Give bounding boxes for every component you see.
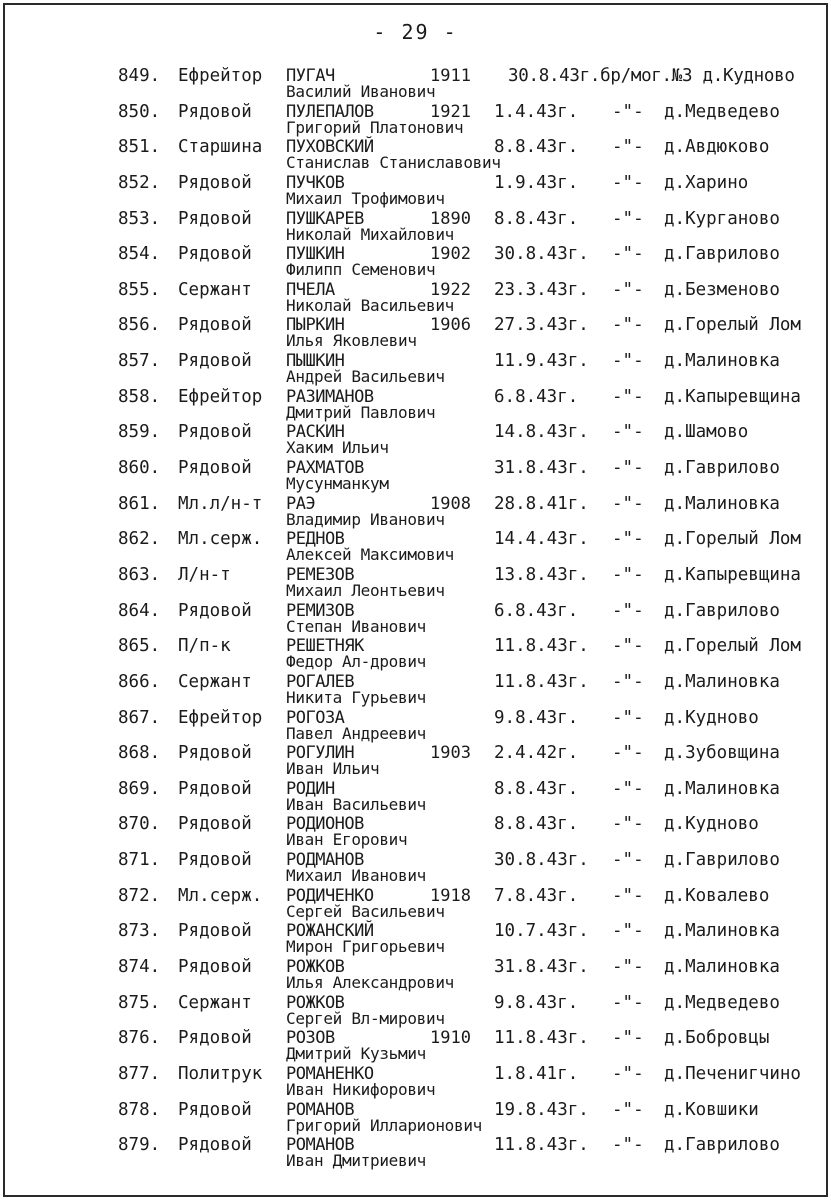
record-row bbox=[0, 844, 831, 886]
record-death-date: 31.8.43г. bbox=[494, 957, 589, 978]
record-burial-ditto: -"- bbox=[612, 244, 644, 265]
record-burial-ditto: -"- bbox=[612, 850, 644, 871]
record-surname: РОДИОНОВ bbox=[286, 814, 364, 835]
record-given-names: Григорий Платонович bbox=[286, 117, 464, 137]
record-number: 878. bbox=[118, 1099, 161, 1120]
record-row bbox=[0, 488, 831, 529]
record-birth-year: 1890 bbox=[430, 208, 471, 229]
record-death-date: 9.8.43г. bbox=[494, 707, 579, 728]
record-death-date: 11.8.43г. bbox=[494, 1135, 589, 1156]
record-given-names: Григорий Илларионович bbox=[286, 1115, 482, 1135]
record-village: д.Бобровцы bbox=[664, 1028, 770, 1049]
record-birth-year: 1911 bbox=[430, 66, 471, 86]
record-row bbox=[0, 1022, 831, 1064]
record-birth-year: 1918 bbox=[430, 885, 471, 906]
record-burial-ditto: -"- bbox=[612, 422, 644, 443]
record-row bbox=[0, 987, 831, 1028]
record-number: 850. bbox=[118, 101, 161, 122]
record-village: д.Малиновка bbox=[664, 671, 780, 692]
record-surname: ПЫШКИН bbox=[286, 351, 345, 372]
record-death-date: 8.8.43г. bbox=[494, 814, 579, 835]
record-number: 862. bbox=[118, 529, 161, 550]
record-number: 873. bbox=[118, 921, 161, 942]
record-death-date: 31.8.43г. bbox=[494, 458, 589, 479]
record-death-date: 14.8.43г. bbox=[494, 422, 589, 443]
record-rank: Рядовой bbox=[178, 743, 252, 764]
record-number: 879. bbox=[118, 1135, 161, 1156]
record-death-date: 23.3.43г. bbox=[494, 279, 589, 300]
record-given-names: Иван Никифорович bbox=[286, 1079, 436, 1099]
record-village: д.Малиновка bbox=[664, 493, 780, 514]
record-birth-year: 1902 bbox=[430, 244, 471, 265]
record-given-names: Сергей Васильевич bbox=[286, 901, 445, 921]
record-rank: Ефрейтор bbox=[178, 707, 263, 728]
record-burial-ditto: -"- bbox=[612, 493, 644, 514]
record-surname: ПУХОВСКИЙ bbox=[286, 137, 374, 158]
record-village: д.Гаврилово bbox=[664, 600, 780, 621]
record-village: д.Ковшики bbox=[664, 1099, 759, 1120]
record-village: д.Харино bbox=[664, 172, 749, 193]
record-village: д.Безменово bbox=[664, 279, 780, 300]
record-burial-ditto: -"- bbox=[612, 351, 644, 372]
record-village: д.Гаврилово bbox=[664, 458, 780, 479]
record-number: 851. bbox=[118, 137, 161, 158]
record-death-date: 8.8.43г. bbox=[494, 137, 579, 158]
record-death-date: 13.8.43г. bbox=[494, 564, 589, 585]
record-given-names: Дмитрий Павлович bbox=[286, 402, 436, 422]
record-rank: Рядовой bbox=[178, 315, 252, 336]
record-number: 855. bbox=[118, 279, 161, 300]
record-rank: Политрук bbox=[178, 1063, 263, 1084]
record-village: д.Кудново bbox=[664, 707, 759, 728]
record-surname: РАЗИМАНОВ bbox=[286, 386, 374, 407]
record-birth-year: 1906 bbox=[430, 315, 471, 336]
record-death-date: 6.8.43г. bbox=[494, 600, 579, 621]
record-village: д.Кудново bbox=[664, 814, 759, 835]
record-surname: РОДИЧЕНКО bbox=[286, 885, 374, 906]
record-row bbox=[0, 915, 831, 957]
record-birth-year: 1921 bbox=[430, 101, 471, 122]
record-given-names: Николай Васильевич bbox=[286, 295, 454, 315]
record-burial-ditto: -"- bbox=[612, 707, 644, 728]
record-burial-ditto: -"- bbox=[612, 564, 644, 585]
record-given-names: Иван Васильевич bbox=[286, 794, 426, 814]
record-surname: РОГУЛИН bbox=[286, 743, 355, 764]
record-death-date: 14.4.43г. bbox=[494, 529, 589, 550]
record-death-date: 2.4.42г. bbox=[494, 743, 579, 764]
record-death-date: 1.4.43г. bbox=[494, 101, 579, 122]
record-village: д.Капыревщина bbox=[664, 386, 801, 407]
record-number: 865. bbox=[118, 636, 161, 657]
record-rank: Л/н-т bbox=[178, 564, 231, 585]
record-death-date: 9.8.43г. bbox=[494, 992, 579, 1013]
record-row bbox=[0, 523, 831, 565]
record-surname: РОЖАНСКИЙ bbox=[286, 921, 374, 942]
record-rank: Рядовой bbox=[178, 422, 252, 443]
record-number: 864. bbox=[118, 600, 161, 621]
record-given-names: Иван Ильич bbox=[286, 759, 380, 779]
record-death-date: 30.8.43г. bbox=[494, 244, 589, 265]
record-row bbox=[0, 1058, 831, 1099]
record-village: д.Авдюково bbox=[664, 137, 770, 158]
record-number: 868. bbox=[118, 743, 161, 764]
record-surname: ПУГАЧ bbox=[286, 66, 335, 86]
record-rank: П/п-к bbox=[178, 636, 231, 657]
record-number: 871. bbox=[118, 850, 161, 871]
record-number: 854. bbox=[118, 244, 161, 265]
record-rank: Рядовой bbox=[178, 1135, 252, 1156]
record-death-date: 7.8.43г. bbox=[494, 885, 579, 906]
record-surname: РОЗОВ bbox=[286, 1028, 335, 1049]
record-surname: ПУЛЕПАЛОВ bbox=[286, 101, 374, 122]
record-row bbox=[0, 131, 831, 173]
record-death-date: 11.8.43г. bbox=[494, 636, 589, 657]
record-village: д.Медведево bbox=[664, 101, 780, 122]
record-rank: Рядовой bbox=[178, 957, 252, 978]
record-rank: Рядовой bbox=[178, 458, 252, 479]
record-surname: РАХМАТОВ bbox=[286, 458, 364, 479]
record-row bbox=[0, 96, 831, 137]
record-rank: Сержант bbox=[178, 992, 252, 1013]
record-rank: Рядовой bbox=[178, 921, 252, 942]
record-rank: Мл.л/н-т bbox=[178, 493, 263, 514]
record-village: д.Малиновка bbox=[664, 957, 780, 978]
record-rank: Рядовой bbox=[178, 850, 252, 871]
record-death-date: 6.8.43г. bbox=[494, 386, 579, 407]
record-row bbox=[0, 60, 831, 101]
record-given-names: Илья Александрович bbox=[286, 973, 454, 993]
record-rank: Рядовой bbox=[178, 244, 252, 265]
record-rank: Сержант bbox=[178, 671, 252, 692]
record-surname: РОГОЗА bbox=[286, 707, 345, 728]
record-given-names: Иван Дмитриевич bbox=[286, 1151, 426, 1171]
record-number: 867. bbox=[118, 707, 161, 728]
record-surname: ПУШКАРЕВ bbox=[286, 208, 364, 229]
record-village: д.Горелый Лом bbox=[664, 529, 801, 550]
record-given-names: Василий Иванович bbox=[286, 82, 436, 101]
record-birth-year: 1903 bbox=[430, 743, 471, 764]
record-village: д.Медведево bbox=[664, 992, 780, 1013]
record-village: д.Малиновка bbox=[664, 351, 780, 372]
record-row bbox=[0, 1094, 831, 1135]
record-death-date: 8.8.43г. bbox=[494, 778, 579, 799]
record-burial-ditto: -"- bbox=[612, 101, 644, 122]
page-number: - 29 - bbox=[373, 20, 458, 44]
record-given-names: Павел Андреевич bbox=[286, 723, 426, 743]
record-rank: Рядовой bbox=[178, 101, 252, 122]
record-death-date: 28.8.41г. bbox=[494, 493, 589, 514]
record-row bbox=[0, 416, 831, 458]
record-village: д.Гаврилово bbox=[664, 244, 780, 265]
record-surname: РЕМЕЗОВ bbox=[286, 564, 355, 585]
record-death-date: 19.8.43г. bbox=[494, 1099, 589, 1120]
record-given-names: Филипп Семенович bbox=[286, 260, 436, 280]
record-rank: Рядовой bbox=[178, 208, 252, 229]
record-surname: РЕДНОВ bbox=[286, 529, 345, 550]
record-surname: РОЖКОВ bbox=[286, 957, 345, 978]
record-village: д.Ковалево bbox=[664, 885, 770, 906]
record-village: д.Гаврилово bbox=[664, 1135, 780, 1156]
record-death-date: 30.8.43г. bbox=[494, 850, 589, 871]
record-death-date: 11.8.43г. bbox=[494, 1028, 589, 1049]
record-row bbox=[0, 702, 831, 743]
record-surname: ПЧЕЛА bbox=[286, 279, 335, 300]
record-burial-ditto: -"- bbox=[612, 315, 644, 336]
record-number: 872. bbox=[118, 885, 161, 906]
record-surname: РОМАНЕНКО bbox=[286, 1063, 374, 1084]
record-given-names: Станислав Станиславович bbox=[286, 153, 501, 173]
record-village: д.Курганово bbox=[664, 208, 780, 229]
record-burial-ditto: -"- bbox=[612, 743, 644, 764]
record-burial-ditto: -"- bbox=[612, 921, 644, 942]
record-row bbox=[0, 559, 831, 600]
record-rank: Рядовой bbox=[178, 778, 252, 799]
record-surname: РОДМАНОВ bbox=[286, 850, 364, 871]
record-number: 860. bbox=[118, 458, 161, 479]
record-row bbox=[0, 309, 831, 351]
record-given-names: Михаил Иванович bbox=[286, 866, 426, 886]
record-village: д.Шамово bbox=[664, 422, 749, 443]
record-number: 876. bbox=[118, 1028, 161, 1049]
record-row bbox=[0, 880, 831, 921]
record-row bbox=[0, 773, 831, 814]
record-number: 870. bbox=[118, 814, 161, 835]
record-row bbox=[0, 951, 831, 993]
record-rank: Рядовой bbox=[178, 351, 252, 372]
record-number: 853. bbox=[118, 208, 161, 229]
record-row bbox=[0, 666, 831, 707]
record-number: 849. bbox=[118, 66, 161, 86]
record-burial-ditto: -"- bbox=[612, 137, 644, 158]
record-number: 859. bbox=[118, 422, 161, 443]
record-rank: Рядовой bbox=[178, 1028, 252, 1049]
record-surname: ПЫРКИН bbox=[286, 315, 345, 336]
record-number: 877. bbox=[118, 1063, 161, 1084]
record-burial-ditto: -"- bbox=[612, 778, 644, 799]
record-given-names: Михаил Леонтьевич bbox=[286, 580, 445, 600]
record-birth-year: 1922 bbox=[430, 279, 471, 300]
record-burial-ditto: -"- bbox=[612, 1028, 644, 1049]
record-given-names: Андрей Васильевич bbox=[286, 367, 445, 387]
record-burial-ditto: -"- bbox=[612, 529, 644, 550]
record-death-date: 27.3.43г. bbox=[494, 315, 589, 336]
record-given-names: Илья Яковлевич bbox=[286, 331, 417, 351]
record-given-names: Владимир Иванович bbox=[286, 509, 445, 529]
record-given-names: Федор Ал-дрович bbox=[286, 652, 426, 672]
record-death-date: 11.9.43г. bbox=[494, 351, 589, 372]
record-burial-ditto: -"- bbox=[612, 386, 644, 407]
record-death-date: 1.8.41г. bbox=[494, 1063, 579, 1084]
record-surname: РОЖКОВ bbox=[286, 992, 345, 1013]
record-number: 858. bbox=[118, 386, 161, 407]
record-row bbox=[0, 203, 831, 244]
record-surname: РОМАНОВ bbox=[286, 1135, 355, 1156]
record-surname: РАЭ bbox=[286, 493, 316, 514]
record-row bbox=[0, 381, 831, 422]
record-village: д.Малиновка bbox=[664, 778, 780, 799]
record-village: д.Зубовщина bbox=[664, 743, 780, 764]
record-burial-ditto: -"- bbox=[612, 1099, 644, 1120]
record-given-names: Никита Гурьевич bbox=[286, 687, 426, 707]
record-given-names: Мусунманкум bbox=[286, 474, 389, 494]
record-birth-year: 1908 bbox=[430, 493, 471, 514]
record-village: д.Капыревщина bbox=[664, 564, 801, 585]
record-given-names: Дмитрий Кузьмич bbox=[286, 1044, 426, 1064]
record-death-date: 8.8.43г. bbox=[494, 208, 579, 229]
record-row bbox=[0, 808, 831, 850]
record-given-names: Сергей Вл-мирович bbox=[286, 1008, 445, 1028]
record-rank: Рядовой bbox=[178, 1099, 252, 1120]
record-row bbox=[0, 167, 831, 208]
record-village: д.Гаврилово bbox=[664, 850, 780, 871]
record-rank: Рядовой bbox=[178, 600, 252, 621]
record-rank: Старшина bbox=[178, 137, 263, 158]
record-surname: ПУЧКОВ bbox=[286, 172, 345, 193]
record-burial-ditto: -"- bbox=[612, 957, 644, 978]
record-rank: Ефрейтор bbox=[178, 386, 263, 407]
record-death-date: 10.7.43г. bbox=[494, 921, 589, 942]
record-row bbox=[0, 238, 831, 280]
record-surname: РОГАЛЕВ bbox=[286, 671, 355, 692]
record-rank: Сержант bbox=[178, 279, 252, 300]
record-row bbox=[0, 274, 831, 315]
record-death-date: 1.9.43г. bbox=[494, 172, 579, 193]
record-rank: Рядовой bbox=[178, 172, 252, 193]
record-rank: Мл.серж. bbox=[178, 529, 263, 550]
record-rank: Ефрейтор bbox=[178, 66, 263, 86]
record-surname: РЕШЕТНЯК bbox=[286, 636, 364, 657]
record-given-names: Степан Иванович bbox=[286, 616, 426, 636]
record-given-names: Михаил Трофимович bbox=[286, 188, 445, 208]
record-row bbox=[0, 737, 831, 779]
record-burial-ditto: -"- bbox=[612, 172, 644, 193]
record-row bbox=[0, 595, 831, 636]
record-number: 869. bbox=[118, 778, 161, 799]
record-birth-year: 1910 bbox=[430, 1028, 471, 1049]
record-village: д.Малиновка bbox=[664, 921, 780, 942]
record-surname: РЕМИЗОВ bbox=[286, 600, 355, 621]
record-burial-ditto: -"- bbox=[612, 279, 644, 300]
record-number: 856. bbox=[118, 315, 161, 336]
record-death-date: 11.8.43г. bbox=[494, 671, 589, 692]
record-rank: Рядовой bbox=[178, 814, 252, 835]
record-surname: РАСКИН bbox=[286, 422, 345, 443]
record-number: 861. bbox=[118, 493, 161, 514]
record-burial-ditto: -"- bbox=[612, 636, 644, 657]
record-burial-ditto: -"- bbox=[612, 208, 644, 229]
record-burial-ditto: -"- bbox=[612, 992, 644, 1013]
record-burial-ditto: -"- bbox=[612, 1135, 644, 1156]
record-burial-ditto: -"- bbox=[612, 671, 644, 692]
record-burial-ditto: -"- bbox=[612, 885, 644, 906]
record-number: 863. bbox=[118, 564, 161, 585]
record-burial-ditto: -"- bbox=[612, 814, 644, 835]
record-given-names: Иван Егорович bbox=[286, 830, 408, 850]
record-surname: ПУШКИН bbox=[286, 244, 345, 265]
record-row bbox=[0, 345, 831, 387]
record-village: д.Горелый Лом bbox=[664, 315, 801, 336]
record-given-names: Николай Михайлович bbox=[286, 224, 454, 244]
record-rank: Мл.серж. bbox=[178, 885, 263, 906]
record-burial-ditto: -"- bbox=[612, 458, 644, 479]
record-number: 866. bbox=[118, 671, 161, 692]
record-surname: РОМАНОВ bbox=[286, 1099, 355, 1120]
record-number: 875. bbox=[118, 992, 161, 1013]
record-given-names: Алексей Максимович bbox=[286, 545, 454, 565]
record-burial-ditto: -"- bbox=[612, 1063, 644, 1084]
record-given-names: Хаким Ильич bbox=[286, 438, 389, 458]
record-village: д.Горелый Лом bbox=[664, 636, 801, 657]
record-number: 874. bbox=[118, 957, 161, 978]
record-number: 857. bbox=[118, 351, 161, 372]
burial-record-list bbox=[0, 60, 831, 1171]
record-village: д.Печенигчино bbox=[664, 1063, 801, 1084]
record-number: 852. bbox=[118, 172, 161, 193]
record-given-names: Мирон Григорьевич bbox=[286, 937, 445, 957]
record-surname: РОДИН bbox=[286, 778, 335, 799]
record-village: 30.8.43г.бр/мог.№3 д.Кудново bbox=[508, 66, 795, 86]
record-row bbox=[0, 452, 831, 494]
record-row bbox=[0, 630, 831, 672]
record-burial-ditto: -"- bbox=[612, 600, 644, 621]
record-row bbox=[0, 1129, 831, 1171]
